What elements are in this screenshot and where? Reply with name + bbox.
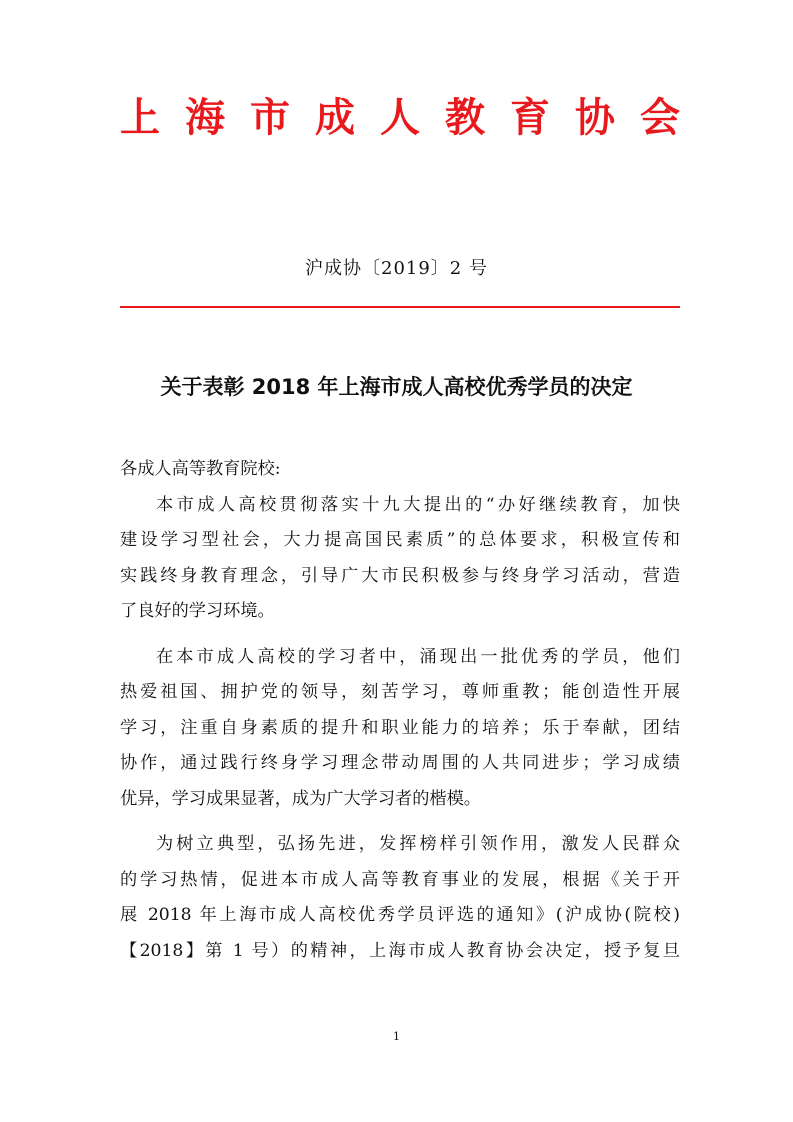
org-char: 育: [510, 95, 550, 141]
page-number: 1: [393, 1030, 400, 1043]
issuing-organization-header: [120, 92, 680, 144]
paragraph-line: 【2018】第 1 号）的精神，上海市成人教育协会决定，授予复旦: [120, 940, 680, 961]
paragraph-line: 建设学习型社会，大力提高国民素质”的总体要求，积极宣传和: [120, 530, 680, 550]
org-char: 上: [120, 95, 160, 141]
org-char: 协: [575, 95, 615, 141]
org-char: 教: [445, 95, 485, 141]
paragraph-line: 优异，学习成果显著，成为广大学习者的楷模。: [120, 788, 481, 809]
paragraph-line: 为树立典型，弘扬先进，发挥榜样引领作用，激发人民群众: [156, 834, 680, 854]
paragraph-line: 了良好的学习环境。: [120, 601, 275, 621]
paragraph-line: 的学习热情，促进本市成人高等教育事业的发展，根据《关于开: [120, 869, 680, 890]
paragraph-line: 本市成人高校贯彻落实十九大提出的“办好继续教育，加快: [156, 494, 680, 515]
paragraph-line: 在本市成人高校的学习者中，涌现出一批优秀的学员，他们: [156, 646, 680, 667]
org-char: 人: [380, 95, 420, 141]
paragraph-line: 协作，通过践行终身学习理念带动周围的人共同进步；学习成绩: [120, 753, 680, 773]
paragraph-line: 实践终身教育理念，引导广大市民积极参与终身学习活动，营造: [120, 565, 680, 586]
org-char: 海: [185, 95, 225, 141]
paragraph-line: 展 2018 年上海市成人高校优秀学员评选的通知》(沪成协(院校): [120, 905, 680, 925]
document-number: 沪成协〔2019〕2 号: [305, 258, 488, 279]
document-title: 关于表彰 2018 年上海市成人高校优秀学员的决定: [160, 375, 633, 399]
org-char: 会: [640, 95, 680, 141]
document-body: [120, 452, 680, 969]
salutation: 各成人高等教育院校:: [120, 459, 281, 479]
paragraph-line: 热爱祖国、拥护党的领导，刻苦学习，尊师重教；能创造性开展: [120, 682, 680, 702]
org-char: 成: [315, 95, 355, 141]
header-divider: [120, 306, 680, 308]
org-char: 市: [250, 95, 290, 141]
paragraph-line: 学习，注重自身素质的提升和职业能力的培养；乐于奉献，团结: [120, 717, 680, 738]
